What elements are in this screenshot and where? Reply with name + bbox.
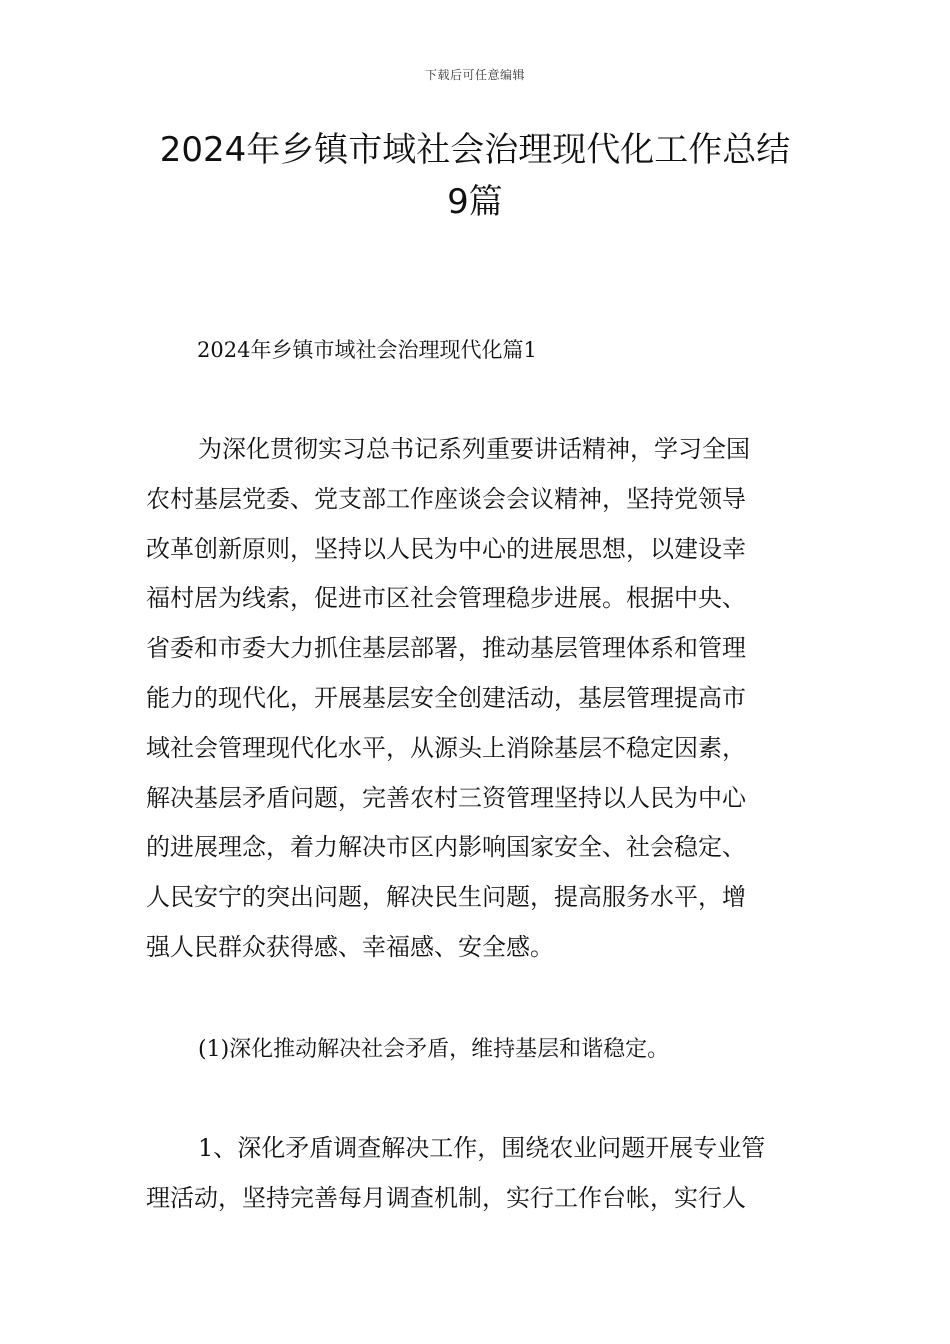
- paragraph-line: 强人民群众获得感、幸福感、安全感。: [146, 932, 554, 961]
- document-title-line-1: 2024年乡镇市域社会治理现代化工作总结: [159, 130, 791, 170]
- paragraph-line: 1、深化矛盾调查解决工作，围绕农业问题开展专业管: [198, 1134, 766, 1162]
- subheading-point-1: [146, 1025, 808, 1075]
- paragraph-line: 为深化贯彻实习总书记系列重要讲话精神，学习全国: [198, 435, 750, 463]
- paragraph-line: 人民安宁的突出问题，解决民生问题，提高服务水平，增: [146, 883, 746, 912]
- paragraph-line: 的进展理念，着力解决市区内影响国家安全、社会稳定、: [146, 833, 746, 862]
- paragraph-item-1: [146, 1124, 808, 1224]
- paragraph-line: 农村基层党委、党支部工作座谈会会议精神，坚持党领导: [146, 484, 746, 513]
- paragraph-line: 改革创新原则，坚持以人民为中心的进展思想，以建设幸: [146, 534, 746, 563]
- paragraph-line: 解决基层矛盾问题，完善农村三资管理坚持以人民为中心: [146, 783, 746, 812]
- section-heading: 2024年乡镇市域社会治理现代化篇1: [197, 338, 537, 362]
- paragraph-line: 理活动，坚持完善每月调查机制，实行工作台帐，实行人: [146, 1183, 746, 1212]
- paragraph-line: 能力的现代化，开展基层安全创建活动，基层管理提高市: [146, 683, 746, 712]
- paragraph-intro: [146, 425, 808, 973]
- paragraph-line: 福村居为线索，促进市区社会管理稳步进展。根据中央、: [146, 584, 746, 613]
- paragraph-line: 域社会管理现代化水平，从源头上消除基层不稳定因素，: [146, 733, 746, 762]
- paragraph-line: 省委和市委大力抓住基层部署，推动基层管理体系和管理: [146, 634, 746, 663]
- paragraph-line: (1)深化推动解决社会矛盾，维持基层和谐稳定。: [198, 1037, 670, 1062]
- document-title: [110, 124, 840, 228]
- document-title-line-2: 9篇: [447, 182, 503, 222]
- header-note: 下载后可任意编辑: [424, 68, 525, 82]
